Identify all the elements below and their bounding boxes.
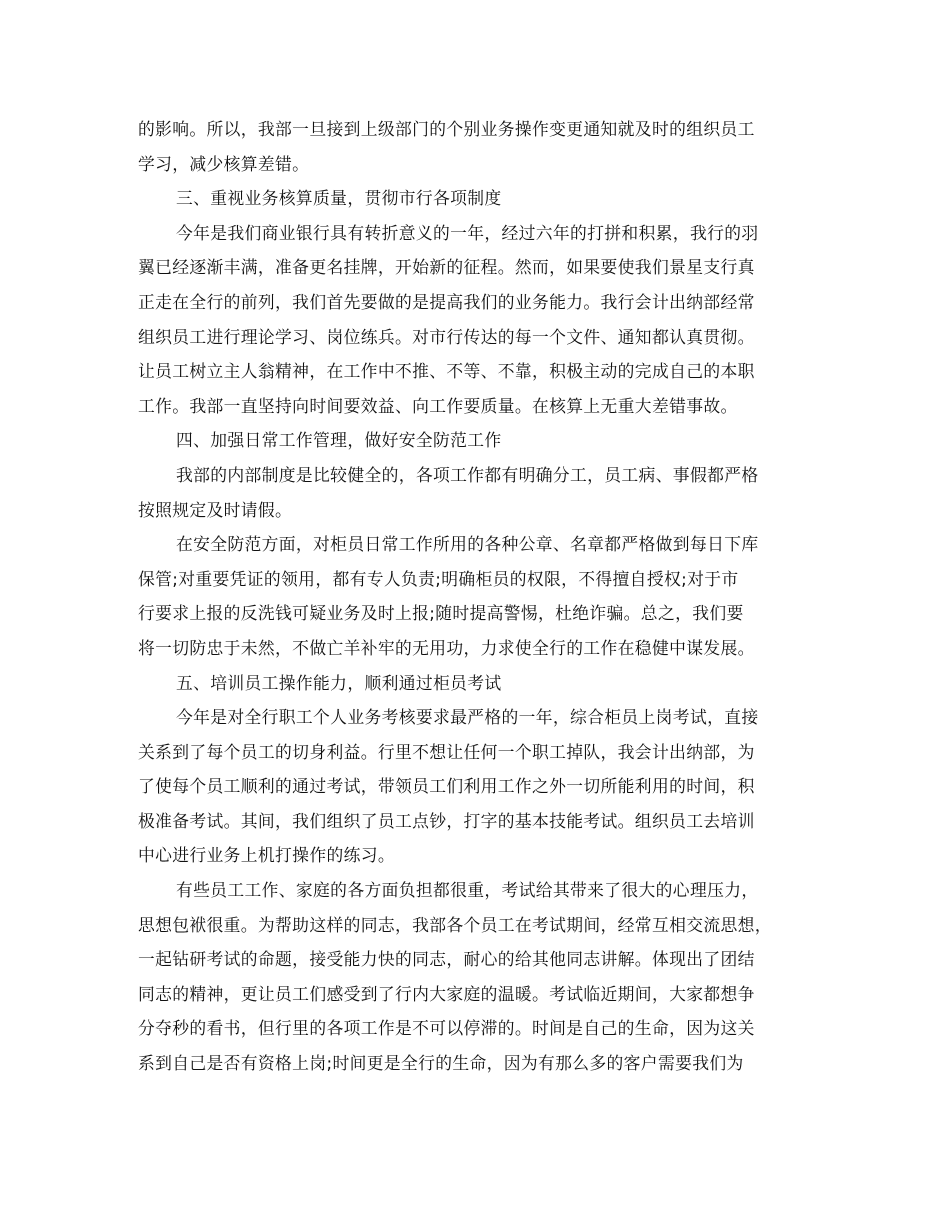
- text-line: 同志的精神，更让员工们感受到了行内大家庭的温暖。考试临近期间，大家都想争: [138, 983, 755, 1004]
- document-page: [138, 112, 816, 1081]
- text-line: 中心进行业务上机打操作的练习。: [138, 845, 395, 866]
- text-line: 工作。我部一直坚持向时间要效益、向工作要质量。在核算上无重大差错事故。: [138, 395, 738, 416]
- text-line: 极准备考试。其间，我们组织了员工点钞，打字的基本技能考试。组织员工去培训: [138, 810, 755, 831]
- text-line: 关系到了每个员工的切身利益。行里不想让任何一个职工掉队，我会计出纳部，为: [138, 741, 755, 762]
- text-line: 系到自己是否有资格上岗;时间更是全行的生命，因为有那么多的客户需要我们为: [138, 1053, 744, 1074]
- text-line: 正走在全行的前列，我们首先要做的是提高我们的业务能力。我行会计出纳部经常: [138, 291, 755, 312]
- text-line: 有些员工工作、家庭的各方面负担都很重，考试给其带来了很大的心理压力，: [176, 880, 759, 901]
- text-line: 组织员工进行理论学习、岗位练兵。对市行传达的每一个文件、通知都认真贯彻。: [138, 326, 755, 347]
- text-line: 的影响。所以，我部一旦接到上级部门的个别业务操作变更通知就及时的组织员工: [138, 119, 755, 139]
- section-heading: 四、加强日常工作管理，做好安全防范工作: [176, 430, 502, 451]
- text-line: 思想包袱很重。为帮助这样的同志，我部各个员工在考试期间，经常互相交流思想，: [138, 914, 772, 935]
- text-line: 保管;对重要凭证的领用，都有专人负责;明确柜员的权限，不得擅自授权;对于市: [138, 568, 739, 589]
- text-line: 一起钻研考试的命题，接受能力快的同志，耐心的给其他同志讲解。体现出了团结: [138, 949, 755, 970]
- text-line: 了使每个员工顺利的通过考试，带领员工们利用工作之外一切所能利用的时间，积: [138, 776, 755, 797]
- section-heading: 三、重视业务核算质量，贯彻市行各项制度: [176, 188, 502, 209]
- text-line: 将一切防忠于未然，不做亡羊补牢的无用功，力求使全行的工作在稳健中谋发展。: [138, 637, 755, 658]
- text-line: 分夺秒的看书，但行里的各项工作是不可以停滞的。时间是自己的生命，因为这关: [138, 1018, 755, 1039]
- section-heading: 五、培训员工操作能力，顺利通过柜员考试: [176, 672, 502, 693]
- text-line: 在安全防范方面，对柜员日常工作所用的各种公章、名章都严格做到每日下库: [176, 534, 759, 555]
- text-line: 行要求上报的反洗钱可疑业务及时上报;随时提高警惕，杜绝诈骗。总之，我们要: [138, 603, 744, 624]
- text-line: 翼已经逐渐丰满，准备更名挂牌，开始新的征程。然而，如果要使我们景星支行真: [138, 257, 755, 278]
- text-line: 让员工树立主人翁精神，在工作中不推、不等、不靠，积极主动的完成自己的本职: [138, 361, 755, 382]
- text-line: 今年是我们商业银行具有转折意义的一年，经过六年的打拼和积累，我行的羽: [176, 222, 759, 243]
- text-line: 我部的内部制度是比较健全的，各项工作都有明确分工，员工病、事假都严格: [176, 464, 759, 485]
- text-line: 按照规定及时请假。: [138, 499, 293, 520]
- text-line: 今年是对全行职工个人业务考核要求最严格的一年，综合柜员上岗考试，直接: [176, 707, 759, 728]
- text-line: 学习，减少核算差错。: [138, 153, 310, 174]
